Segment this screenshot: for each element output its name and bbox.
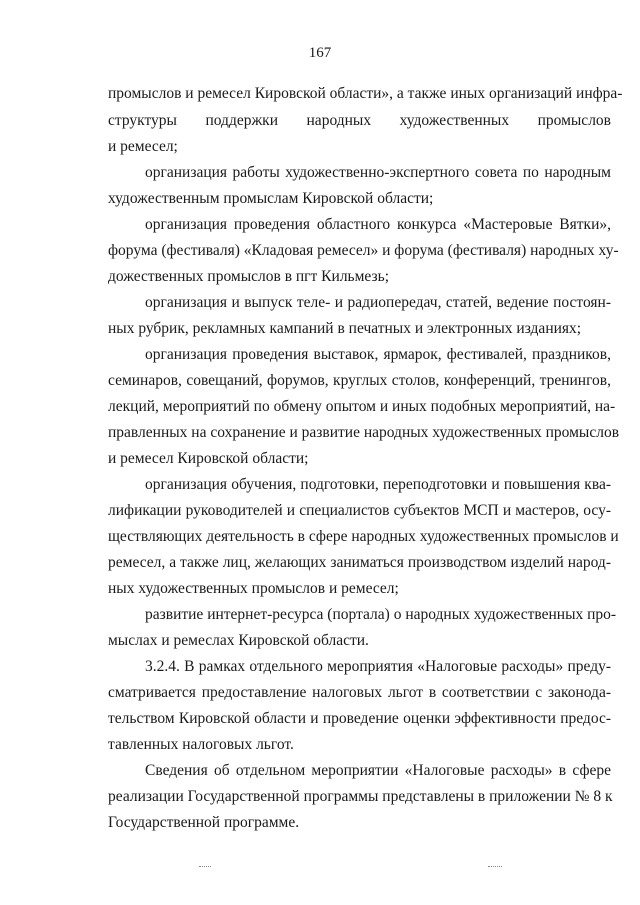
text-line: ремесел, а также лиц, желающих заниматься производством изделий народ-	[108, 554, 611, 571]
text-line: правленных на сохранение и развитие народных художественных промыслов	[108, 424, 620, 441]
text-line: лекций, мероприятий по обмену опытом и иных подобных мероприятий, на-	[108, 398, 616, 415]
text-line: развитие интернет-ресурса (портала) о народных художественных про-	[145, 606, 617, 623]
text-line: тавленных налоговых льгот.	[108, 736, 294, 753]
text-line: организация и выпуск теле- и радиопередач, статей, ведение постоян-	[145, 294, 611, 311]
text-line: организация проведения областного конкурса «Мастеровые Вятки»,	[145, 216, 611, 233]
text-line: сматривается предоставление налоговых льгот в соответствии с законода-	[108, 684, 611, 701]
text-line: Сведения об отдельном мероприятии «Налоговые расходы» в сфере	[145, 762, 611, 779]
text-line: промыслов и ремесел Кировской области», а также иных организаций инфра-	[108, 85, 623, 102]
text-line: дожественных промыслов в пгт Кильмезь;	[108, 268, 389, 285]
scan-mark	[488, 866, 502, 871]
text-line: ществляющих деятельность в сфере народных художественных промыслов и	[108, 528, 619, 545]
text-line: форума (фестиваля) «Кладовая ремесел» и форума (фестиваля) народных ху-	[108, 242, 619, 259]
text-line: семинаров, совещаний, форумов, круглых столов, конференций, тренингов,	[108, 372, 611, 389]
text-line: реализации Государственной программы представлены в приложении № 8 к	[108, 788, 613, 805]
text-line: ных художественных промыслов и ремесел;	[108, 580, 399, 597]
text-line: организация обучения, подготовки, переподготовки и повышения ква-	[145, 476, 611, 493]
text-line: организация работы художественно-экспертного совета по народным	[145, 164, 611, 181]
text-line: и ремесел;	[108, 138, 178, 155]
text-line: лификации руководителей и специалистов субъектов МСП и мастеров, осу-	[108, 502, 611, 519]
text-line: Государственной программе.	[108, 814, 300, 831]
text-line: 3.2.4. В рамках отдельного мероприятия «Налоговые расходы» преду-	[145, 658, 611, 675]
page-number: 167	[308, 45, 332, 61]
text-line: структуры поддержки народных художественных промыслов	[108, 112, 611, 129]
text-line: и ремесел Кировской области;	[108, 450, 309, 467]
scan-mark	[199, 866, 211, 871]
text-line: ных рубрик, рекламных кампаний в печатных и электронных изданиях;	[108, 320, 582, 337]
text-line: организация проведения выставок, ярмарок, фестивалей, праздников,	[145, 346, 611, 363]
text-line: художественным промыслам Кировской области;	[108, 190, 434, 207]
text-line: тельством Кировской области и проведение оценки эффективности предос-	[108, 710, 611, 727]
text-line: мыслах и ремеслах Кировской области.	[108, 632, 369, 649]
